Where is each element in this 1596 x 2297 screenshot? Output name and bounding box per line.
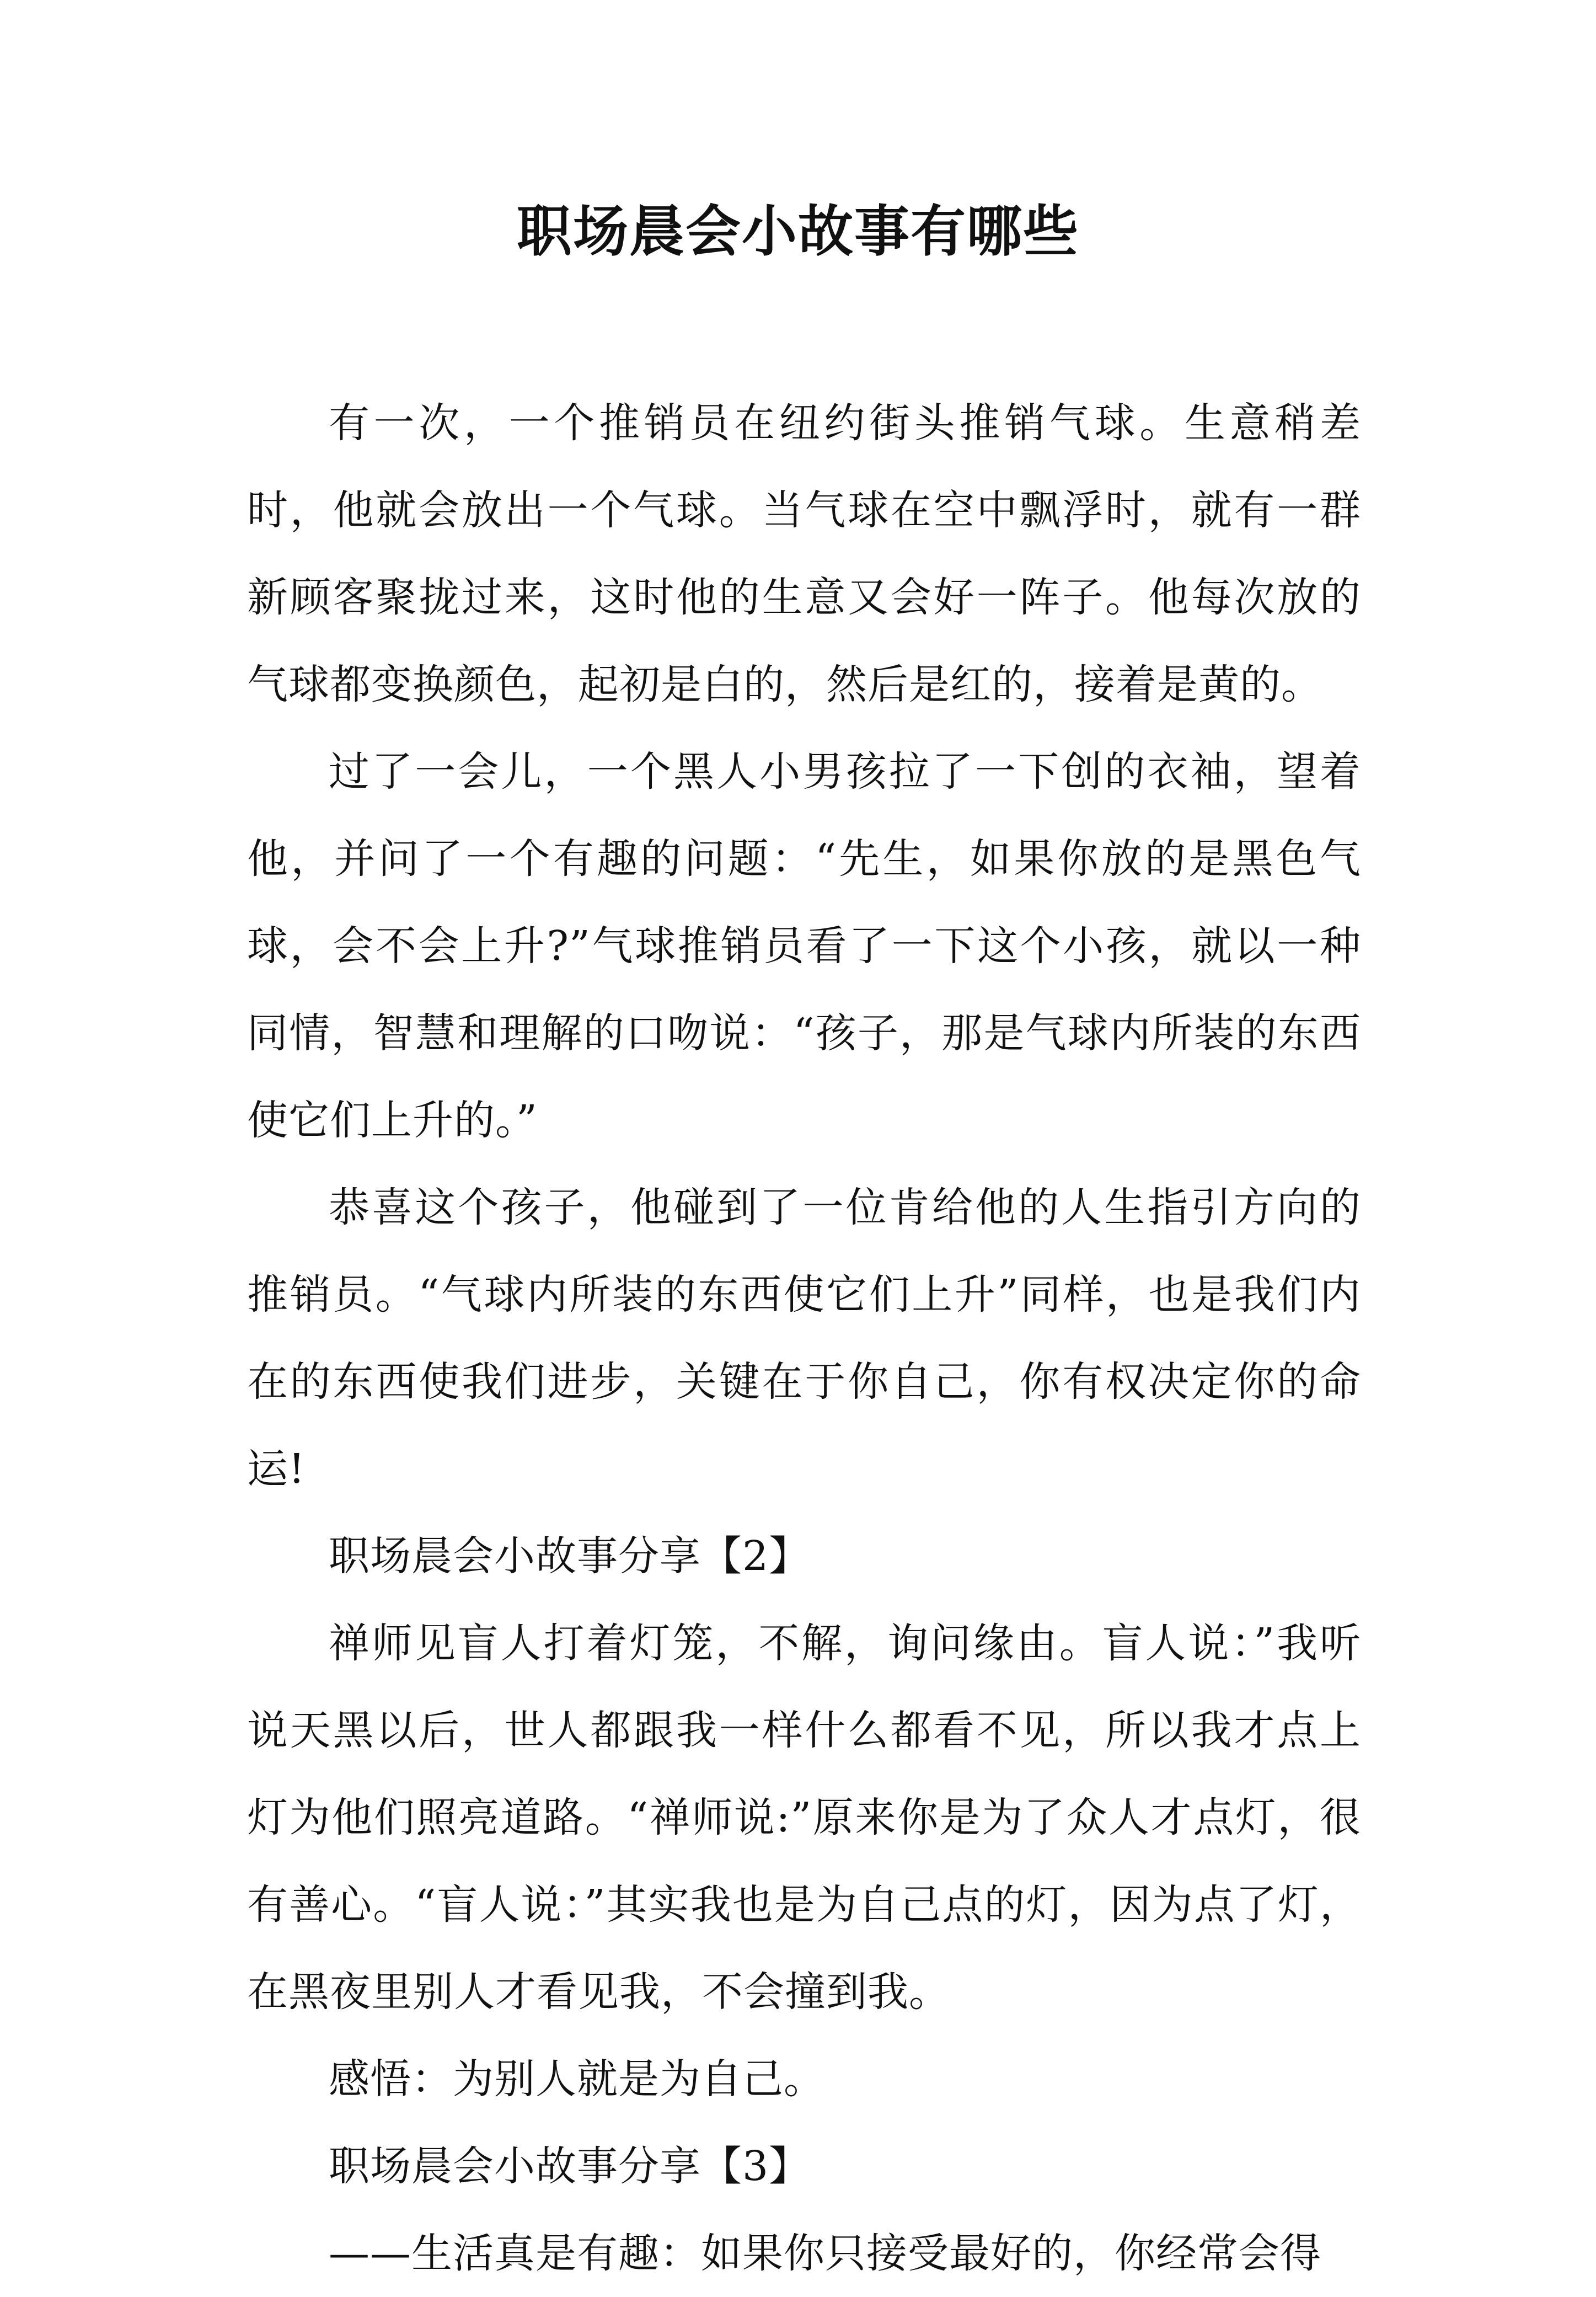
document-body — [247, 380, 1361, 2297]
paragraph-balloon-story: 有一次，一个推销员在纽约街头推销气球。生意稍差时，他就会放出一个气球。当气球在空中飘浮时，就有一群新顾客聚拢过来，这时他的生意又会好一阵子。他每次放的气球都变换颜色，起初是白的，然后是红的，接着是黄的。 — [247, 399, 1361, 708]
paragraph-life-interesting: ——生活真是有趣：如果你只接受最好的，你经常会得 — [329, 2230, 1321, 2277]
section-heading-2: 职场晨会小故事分享【2】 — [329, 1532, 811, 1580]
section-heading-3: 职场晨会小故事分享【3】 — [329, 2143, 811, 2190]
paragraph-blind-lantern: 禅师见盲人打着灯笼，不解，询问缘由。盲人说：”我听说天黑以后，世人都跟我一样什么都看不见，所以我才点上灯为他们照亮道路。“禅师说:”原来你是为了众人才点灯，很有善心。“盲人说：”其实我也是为自己点的灯，因为点了灯，在黑夜里别人才看见我，不会撞到我。 — [247, 1620, 1361, 2016]
paragraph-insight: 感悟：为别人就是为自己。 — [329, 2055, 825, 2103]
paragraph-balloon-moral: 恭喜这个孩子，他碰到了一位肯给他的人生指引方向的推销员。“气球内所装的东西使它们上升”同样，也是我们内在的东西使我们进步，关键在于你自己，你有权决定你的命运! — [247, 1184, 1361, 1493]
document-title: 职场晨会小故事有哪些 — [517, 199, 1079, 264]
paragraph-boy-question: 过了一会儿，一个黑人小男孩拉了一下创的衣袖，望着他，并问了一个有趣的问题：“先生，如果你放的是黑色气球，会不会上升?”气球推销员看了一下这个小孩，就以一种同情，智慧和理解的口吻说：“孩子，那是气球内所装的东西使它们上升的。” — [247, 748, 1361, 1144]
